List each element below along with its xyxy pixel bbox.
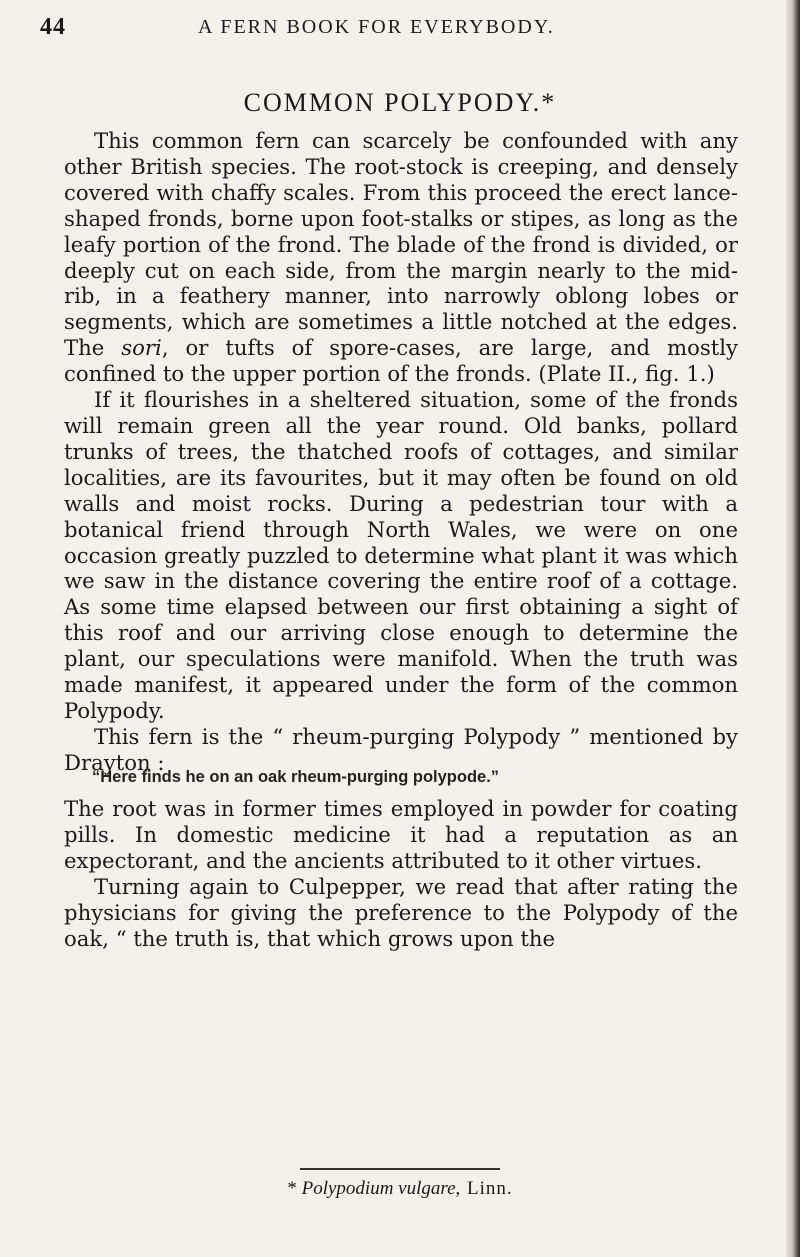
page-number: 44 [40, 14, 66, 40]
section-heading: COMMON POLYPODY.* [243, 88, 557, 117]
main-text-top [64, 128, 738, 776]
footnote [0, 1178, 800, 1200]
running-title: A FERN BOOK FOR EVERYBODY. [198, 16, 555, 38]
paragraph-3: This fern is the “ rheum-purging Polypody ” mentioned by Drayton : [64, 723, 738, 775]
paragraph-1: This common fern can scarcely be confounded with any other British species. The root-stock is creeping, and densely covered with chaffy scales. From this proceed the erect lance-shaped fronds, borne upon foot-stalks or stipes, as long as the leafy portion of the frond. The blade of the frond is divided, or deeply cut on each side, from the margin nearly to the mid-rib, in a feathery manner, into narrowly oblong lobes or segments, which are sometimes a little notched at the edges. The sori, or tufts of spore-cases, are large, and mostly confined to the upper portion of the fronds. (Plate II., fig. 1.) [64, 128, 738, 387]
paragraph-2: If it flourishes in a sheltered situation, some of the fronds will remain green all the year round. Old banks, pollard trunks of trees, the thatched roofs of cottages, and similar localities, are its favourites, but it may often be found on old walls and moist rocks. During a pedestrian tour with a botanical friend through North Wales, we were on one occasion greatly puzzled to determine what plant it was which we saw in the distance covering the entire roof of a cottage. As some time elapsed between our first obtaining a sight of this roof and our arriving close enough to determine the plant, our speculations were manifold. When the truth was made manifest, it appeared under the form of the common Polypody. [64, 387, 738, 723]
running-head [40, 14, 760, 44]
paragraph-5: Turning again to Culpepper, we read that after rating the physicians for giving the preference to the Polypody of the oak, “ the truth is, that which grows upon the [64, 873, 738, 951]
footnote-species: Polypodium vulgare [301, 1178, 456, 1199]
page-edge-shadow [786, 0, 800, 1257]
quotation: “Here finds he on an oak rheum-purging polypode.” [92, 768, 500, 786]
footnote-rule [300, 1168, 500, 1170]
paragraph-4: The root was in former times employed in powder for coating pills. In domestic medicine it had a reputation as an expectorant, and the ancients attributed to it other virtues. [64, 796, 738, 873]
footnote-author: , Linn. [455, 1178, 513, 1199]
footnote-marker: * [287, 1178, 302, 1199]
main-text-bottom [64, 796, 738, 951]
italic-term: sori [121, 335, 162, 361]
